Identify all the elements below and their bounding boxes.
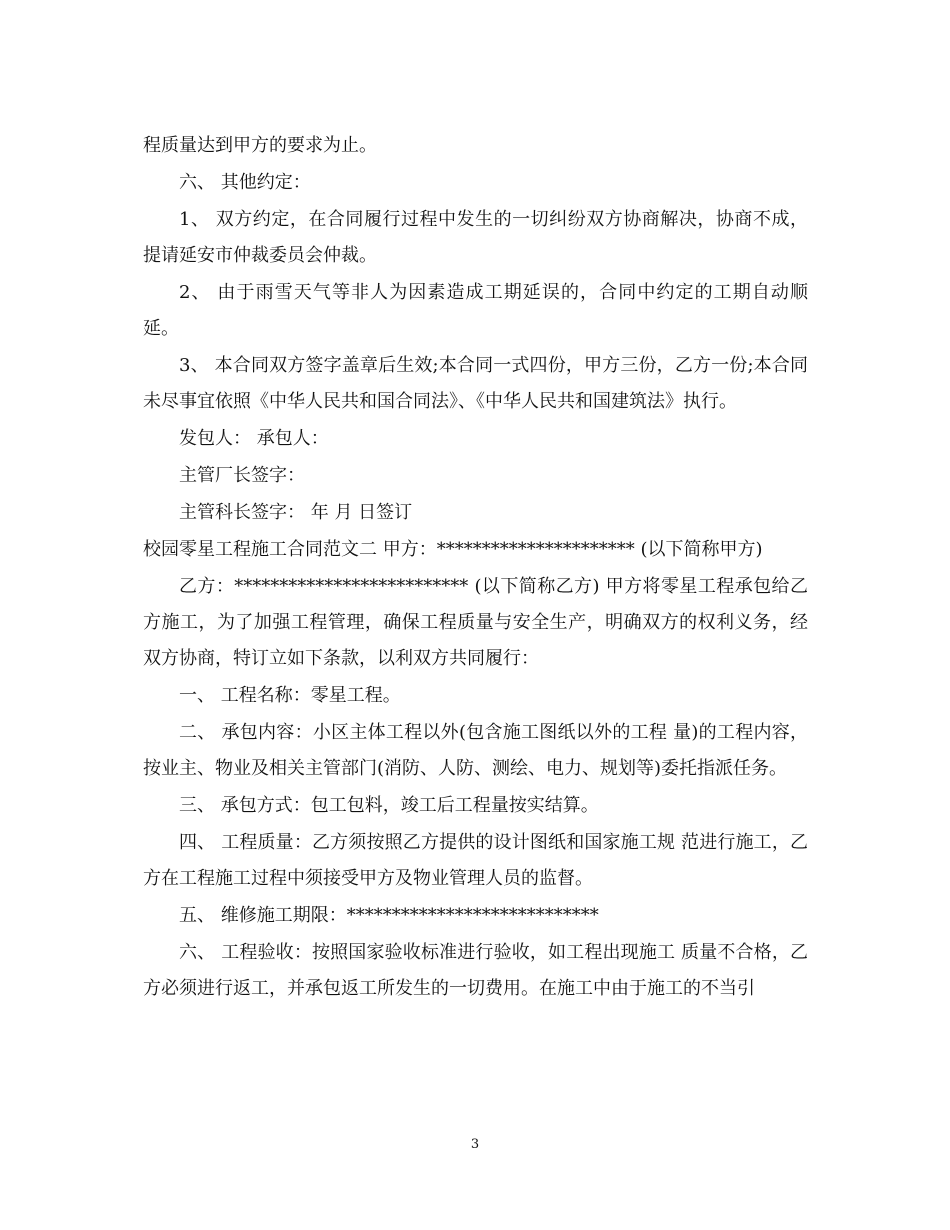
paragraph-15: 五、 维修施工期限：**************************** [179,905,599,926]
paragraph-2: 六、 其他约定： [179,172,311,193]
paragraph-10: 乙方：************************** (以下简称乙方) 甲方将零星工程承包给乙方施工，为了加强工程管理，确保工程质量与安全生产，明确双方的权利义务，经双方协商，特订立如下条款，以利双方共同履行： [143,576,808,669]
document-body [143,128,808,1008]
paragraph-8: 主管科长签字： 年 月 日签订 [179,502,413,523]
paragraph-7: 主管厂长签字： [179,465,305,486]
paragraph-1: 程质量达到甲方的要求为止。 [143,135,377,156]
paragraph-16: 六、 工程验收：按照国家验收标准进行验收，如工程出现施工 质量不合格，乙方必须进行返工，并承包返工所发生的一切费用。在施工中由于施工的不当引 [143,942,808,999]
paragraph-14: 四、 工程质量：乙方须按照乙方提供的设计图纸和国家施工规 范进行施工，乙方在工程施工过程中须接受甲方及物业管理人员的监督。 [143,832,808,889]
paragraph-5: 3、 本合同双方签字盖章后生效;本合同一式四份，甲方三份，乙方一份;本合同未尽事宜依照《中华人民共和国合同法》、《中华人民共和国建筑法》执行。 [143,355,808,412]
paragraph-4: 2、 由于雨雪天气等非人为因素造成工期延误的，合同中约定的工期自动顺延。 [143,282,808,339]
paragraph-9: 校园零星工程施工合同范文二 甲方：********************** (以下简称甲方) [143,539,763,560]
paragraph-12: 二、 承包内容：小区主体工程以外(包含施工图纸以外的工程 量)的工程内容，按业主、物业及相关主管部门(消防、人防、测绘、电力、规划等)委托指派任务。 [143,722,808,779]
paragraph-3: 1、 双方约定，在合同履行过程中发生的一切纠纷双方协商解决，协商不成，提请延安市仲裁委员会仲裁。 [143,209,808,266]
paragraph-13: 三、 承包方式：包工包料，竣工后工程量按实结算。 [179,795,599,816]
paragraph-6: 发包人： 承包人： [179,428,329,449]
paragraph-11: 一、 工程名称：零星工程。 [179,685,401,706]
page-number: 3 [470,1137,480,1152]
